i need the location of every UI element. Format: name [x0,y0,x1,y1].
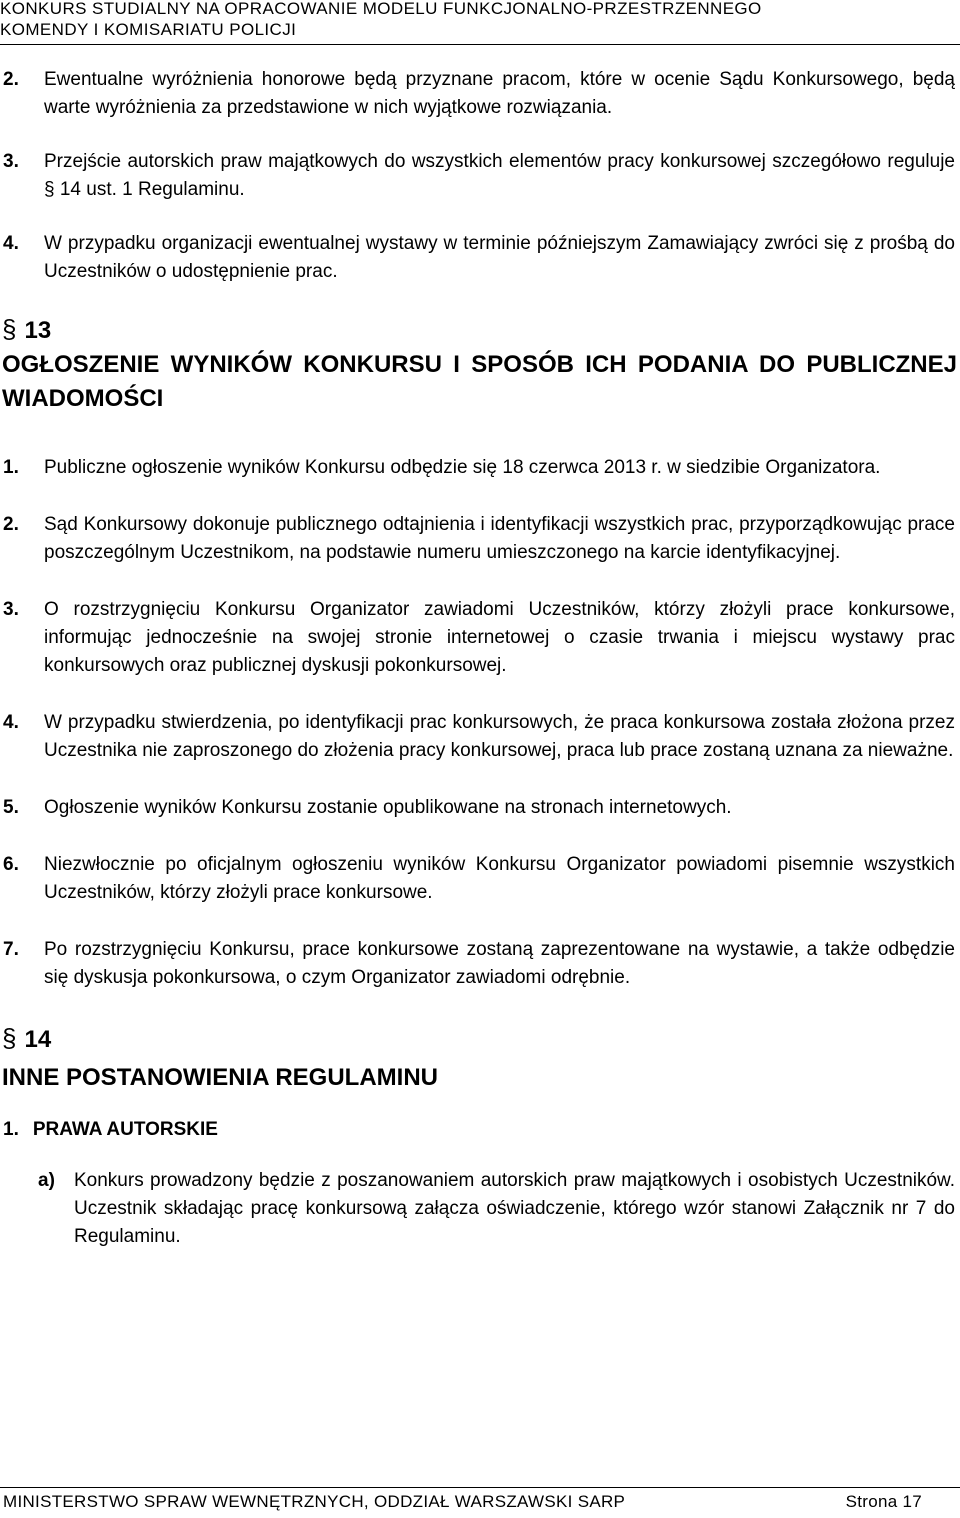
footer-divider [0,1487,960,1488]
section-13-heading [2,312,960,416]
item-number: 5. [3,797,19,818]
section-14-heading [2,1021,960,1095]
header-line-2: KOMENDY I KOMISARIATU POLICJI [0,20,297,39]
item-letter: a) [38,1170,55,1191]
list-item [0,1167,955,1251]
item-number: 1. [3,457,19,478]
list-item [0,230,955,286]
page-content [0,66,960,1251]
list-item [0,936,955,992]
item-number: 3. [3,151,19,172]
footer-organization: MINISTERSTWO SPRAW WEWNĘTRZNYCH, ODDZIAŁ WARSZAWSKI SARP [3,1492,626,1511]
item-text: Publiczne ogłoszenie wyników Konkursu odbędzie się 18 czerwca 2013 r. w siedzibie Organizatora. [44,457,881,478]
header-line-1: KONKURS STUDIALNY NA OPRACOWANIE MODELU FUNKCJONALNO-PRZESTRZENNEGO [0,0,762,18]
item-number: 7. [3,939,19,960]
item-number: 4. [3,712,19,733]
page-header [0,0,960,40]
item-number: 3. [3,599,19,620]
item-number: 6. [3,854,19,875]
item-text: Ogłoszenie wyników Konkursu zostanie opublikowane na stronach internetowych. [44,797,732,818]
paragraph-sign: § [2,314,17,344]
section-title: OGŁOSZENIE WYNIKÓW KONKURSU I SPOSÓB ICH PODANIA DO PUBLICZNEJ WIADOMOŚCI [2,351,957,412]
item-text: Ewentualne wyróżnienia honorowe będą przyznane pracom, które w ocenie Sądu Konkursowego, będą warte wyróżnienia za przedstawione w nich wyjątkowe rozwiązania. [44,69,955,118]
item-text: W przypadku stwierdzenia, po identyfikacji prac konkursowych, że praca konkursowa została złożona przez Uczestnika nie zaproszonego do złożenia pracy konkursowej, praca lub prace zostaną uznana za nieważne. [44,712,955,761]
section-number: 14 [24,1026,52,1053]
previous-section-items [0,66,960,286]
list-item [0,709,955,765]
list-item [0,66,955,122]
subsection-heading [3,1116,960,1144]
list-item [0,794,955,822]
item-text: Po rozstrzygnięciu Konkursu, prace konkursowe zostaną zaprezentowane na wystawie, a także odbędzie się dyskusja pokonkursowa, o czym Organizator zawiadomi odrębnie. [44,939,955,988]
list-item [0,851,955,907]
item-text: Przejście autorskich praw majątkowych do wszystkich elementów pracy konkursowej szczegółowo reguluje § 14 ust. 1 Regulaminu. [44,151,955,200]
subsection-title: PRAWA AUTORSKIE [32,1119,218,1140]
list-item [0,511,955,567]
page-number: Strona 17 [845,1492,922,1511]
item-number: 2. [3,514,19,535]
header-divider [0,44,960,45]
item-number: 4. [3,233,19,254]
subsection-number: 1. [3,1119,19,1140]
item-text: O rozstrzygnięciu Konkursu Organizator zawiadomi Uczestników, którzy złożyli prace konkursowe, informując jednocześnie na swojej stronie internetowej o czasie trwania i miejscu wystawy prac konkursowych oraz publicznej dyskusji pokonkursowej. [44,599,955,676]
section-13-items [0,454,960,992]
item-number: 2. [3,69,19,90]
list-item [0,596,955,680]
item-text: Sąd Konkursowy dokonuje publicznego odtajnienia i identyfikacji wszystkich prac, przyporządkowując prace poszczególnym Uczestnikom, na podstawie numeru umieszczonego na karcie identyfikacyjnej. [44,514,955,563]
paragraph-sign: § [2,1023,17,1053]
item-text: Konkurs prowadzony będzie z poszanowaniem autorskich praw majątkowych i osobistych Uczestników. Uczestnik składając pracę konkursową załącza oświadczenie, którego wzór stanowi Załącznik nr 7 do Regulaminu. [74,1170,955,1247]
list-item [0,148,955,204]
list-item [0,454,955,482]
item-text: W przypadku organizacji ewentualnej wystawy w terminie późniejszym Zamawiający zwróci się z prośbą do Uczestników o udostępnienie prac. [44,233,955,282]
section-number: 13 [24,317,52,344]
item-text: Niezwłocznie po oficjalnym ogłoszeniu wyników Konkursu Organizator powiadomi pisemnie wszystkich Uczestników, którzy złożyli prace konkursowe. [44,854,955,903]
section-title: INNE POSTANOWIENIA REGULAMINU [2,1064,438,1091]
